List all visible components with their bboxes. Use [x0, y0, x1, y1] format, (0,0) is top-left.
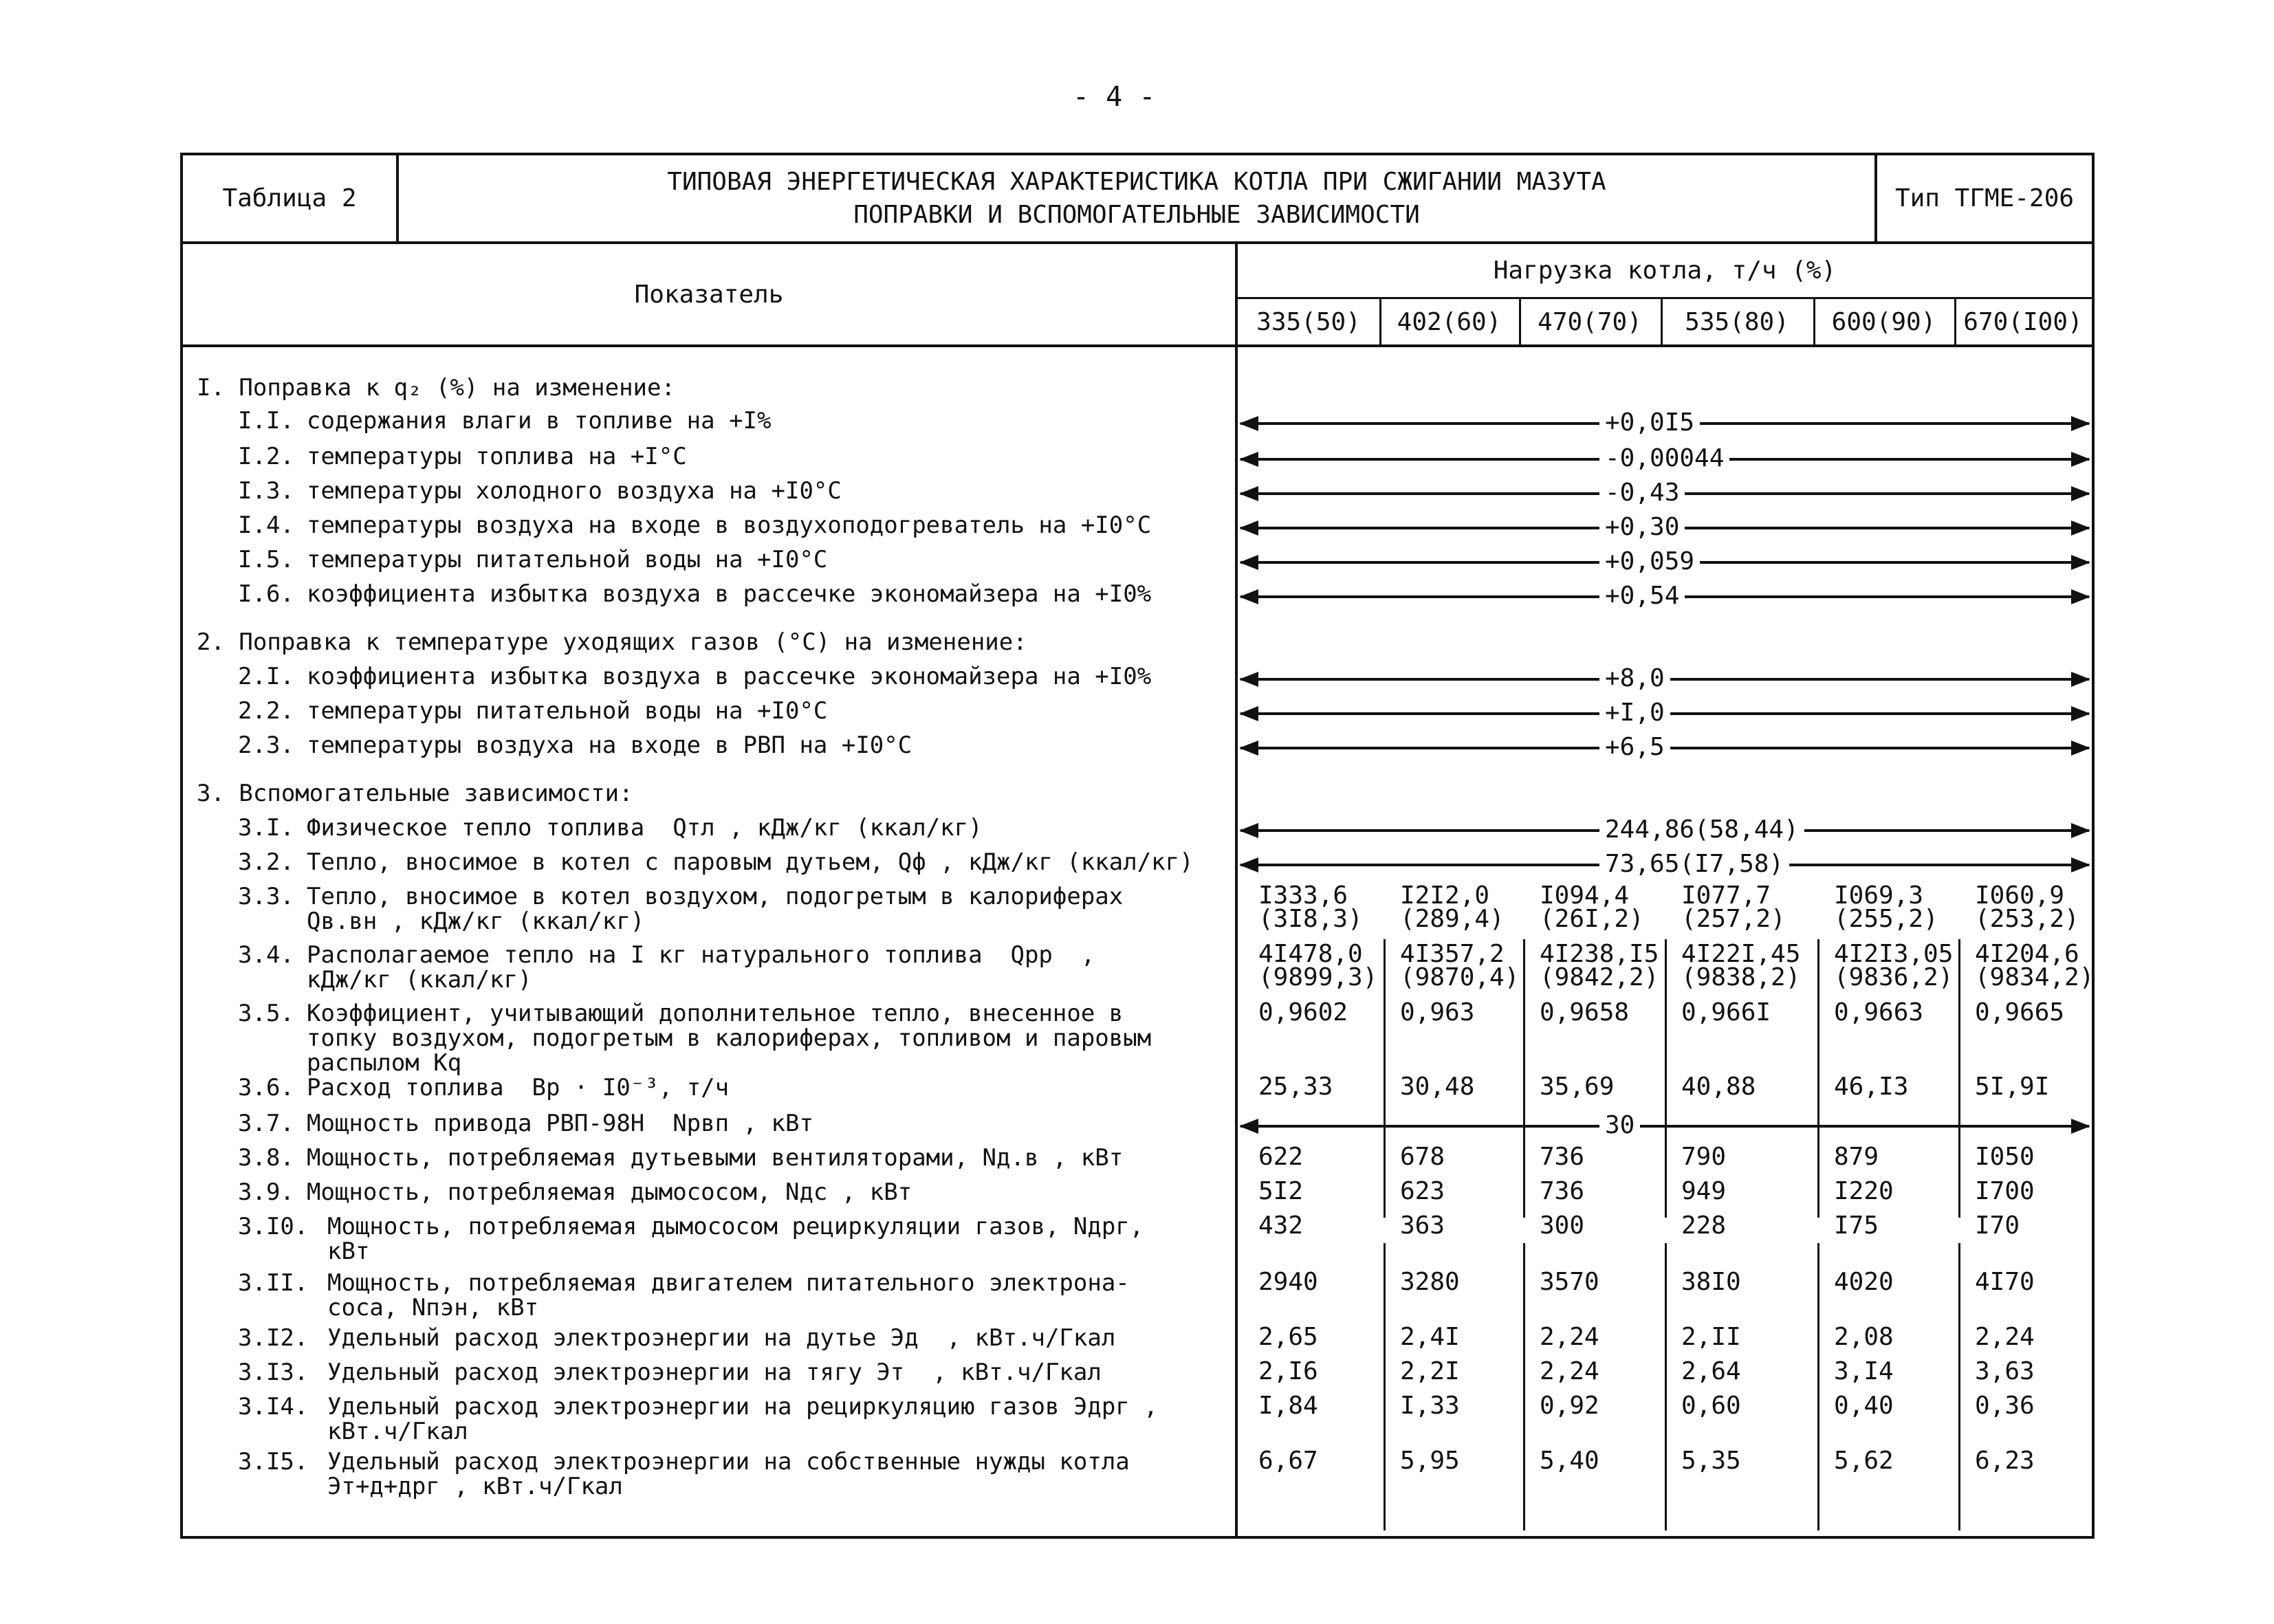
data-cell: 4I238,I5 (9842,2) [1540, 940, 1659, 991]
data-cell: 25,33 [1258, 1073, 1333, 1101]
row-label: Мощность, потребляемая дутьевыми вентиляторами, Nд.в , кВт [307, 1144, 1124, 1172]
row-label: коэффициента избытка воздуха в рассечке экономайзера на +I0% [307, 663, 1152, 690]
row-number: I.4. [238, 512, 294, 539]
data-cell: 790 [1681, 1143, 1727, 1171]
row-number: 3.6. [238, 1074, 294, 1101]
data-cell: 38I0 [1681, 1268, 1741, 1296]
indicator-header: Показатель [634, 280, 784, 309]
row-number: I.5. [238, 546, 294, 573]
data-cell: 4I70 [1975, 1268, 2035, 1296]
load-column-divider [1813, 299, 1815, 344]
load-column-divider [1954, 299, 1956, 344]
row-number: 3.I. [238, 814, 294, 842]
data-cell: 5,95 [1400, 1447, 1460, 1475]
row-number: 3.8. [238, 1144, 294, 1172]
data-cell: 3,63 [1975, 1357, 2035, 1385]
data-cell: 2,II [1681, 1323, 1741, 1351]
data-cell: I333,6 (3I8,3) [1258, 881, 1363, 933]
data-cell: 2,24 [1975, 1323, 2035, 1351]
load-column-divider [1661, 299, 1663, 344]
data-cell: 46,I3 [1834, 1073, 1909, 1101]
section-heading: I. Поправка к q₂ (%) на изменение: [197, 374, 675, 402]
data-cell: 4I478,0 (9899,3) [1258, 940, 1378, 991]
value-column-divider [1384, 1243, 1386, 1530]
span-value: 73,65(I7,58) [1599, 850, 1789, 878]
row-number: 3.4. [238, 941, 294, 969]
boiler-type: Тип ТГМЕ-206 [1894, 184, 2075, 212]
page-number: - 4 - [1073, 81, 1156, 113]
data-cell: 0,40 [1834, 1392, 1894, 1420]
data-cell: I,84 [1258, 1392, 1318, 1420]
span-value: +6,5 [1599, 733, 1670, 761]
row-label: коэффициента избытка воздуха в рассечке экономайзера на +I0% [307, 580, 1152, 608]
row-label: Мощность, потребляемая дымососом рециркуляции газов, Nдрг, кВт [327, 1213, 1144, 1265]
row-number: 3.II. [238, 1269, 309, 1297]
data-cell: 432 [1258, 1211, 1304, 1240]
table-title-line-1: ТИПОВАЯ ЭНЕРГЕТИЧЕСКАЯ ХАРАКТЕРИСТИКА КОТЛА ПРИ СЖИГАНИИ МАЗУТА [667, 167, 1606, 196]
row-label: Удельный расход электроэнергии на собственные нужды котла Эт+д+дрг , кВт.ч/Гкал [327, 1448, 1130, 1500]
data-cell: 0,9658 [1540, 998, 1630, 1027]
value-column-divider [1665, 1243, 1667, 1530]
span-value: 244,86(58,44) [1599, 815, 1804, 844]
row-number: 3.2. [238, 848, 294, 876]
load-column-header: 470(70) [1538, 307, 1642, 336]
span-value: +0,0I5 [1599, 408, 1700, 437]
row-number: 3.7. [238, 1110, 294, 1137]
data-cell: 879 [1834, 1143, 1879, 1171]
data-cell: 5,40 [1540, 1447, 1599, 1475]
row-label: Удельный расход электроэнергии на дутье Эд , кВт.ч/Гкал [327, 1324, 1116, 1352]
load-column-header: 335(50) [1256, 307, 1361, 336]
data-cell: 6,67 [1258, 1447, 1318, 1475]
data-cell: 2,64 [1681, 1357, 1741, 1385]
row-number: 3.3. [238, 883, 294, 910]
value-column-divider [1817, 939, 1819, 1218]
row-number: 3.9. [238, 1178, 294, 1206]
span-value: +0,059 [1599, 547, 1700, 575]
data-cell: 4I22I,45 (9838,2) [1681, 940, 1801, 991]
row-label: Удельный расход электроэнергии на рециркуляцию газов Эдрг , кВт.ч/Гкал [327, 1393, 1158, 1445]
span-value: -0,00044 [1599, 444, 1729, 472]
value-column-divider [1384, 939, 1386, 1218]
row-label: Расход топлива Bр · I0⁻³, т/ч [307, 1074, 730, 1101]
data-cell: 5I,9I [1975, 1073, 2050, 1101]
data-cell: 2,4I [1400, 1323, 1460, 1351]
data-cell: I050 [1975, 1143, 2035, 1171]
row-number: I.I. [238, 407, 294, 435]
data-cell: 0,963 [1400, 998, 1475, 1027]
span-value: +8,0 [1599, 664, 1670, 692]
value-column-divider [1958, 1243, 1960, 1530]
table-title [399, 155, 1874, 241]
data-cell: 4I204,6 (9834,2) [1975, 940, 2095, 991]
span-value: +I,0 [1599, 699, 1670, 727]
section-heading: 3. Вспомогательные зависимости: [197, 780, 633, 807]
data-cell: 736 [1540, 1143, 1585, 1171]
row-label: температуры воздуха на входе в РВП на +I0°С [307, 732, 912, 759]
data-cell: 2940 [1258, 1268, 1318, 1296]
row-label: температуры воздуха на входе в воздухоподогреватель на +I0°С [307, 512, 1152, 539]
data-cell: 3280 [1400, 1268, 1460, 1296]
data-cell: 0,966I [1681, 998, 1771, 1027]
row-label: Коэффициент, учитывающий дополнительное тепло, внесенное в топку воздухом, подогретым в калориферах, топливом и паровым распылом Kq [307, 1000, 1152, 1077]
row-label: температуры питательной воды на +I0°С [307, 546, 828, 573]
row-label: Тепло, вносимое в котел с паровым дутьем, Qф , кДж/кг (ккал/кг) [307, 848, 1194, 876]
span-value: +0,30 [1599, 513, 1685, 541]
row-number: 3.5. [238, 1000, 294, 1027]
data-cell: I700 [1975, 1177, 2035, 1205]
row-number: 3.I3. [238, 1359, 309, 1386]
row-number: I.2. [238, 443, 294, 470]
data-cell: 623 [1400, 1177, 1445, 1205]
load-column-divider [1379, 299, 1381, 344]
data-cell: 2,2I [1400, 1357, 1460, 1385]
data-cell: 2,65 [1258, 1323, 1318, 1351]
row-label: Мощность, потребляемая двигателем питательного электрона- соса, Nпэн, кВт [327, 1269, 1130, 1321]
data-cell: 5,62 [1834, 1447, 1894, 1475]
row-label: Тепло, вносимое в котел воздухом, подогретым в калориферах Qв.вн , кДж/кг (ккал/кг) [307, 883, 1124, 935]
row-label: Мощность привода РВП-98Н Nрвп , кВт [307, 1110, 813, 1137]
row-label: Удельный расход электроэнергии на тягу Эт , кВт.ч/Гкал [327, 1359, 1102, 1386]
data-cell: 622 [1258, 1143, 1304, 1171]
data-cell: 4020 [1834, 1268, 1894, 1296]
row-number: 2.I. [238, 663, 294, 690]
data-cell: 0,92 [1540, 1392, 1599, 1420]
row-label: температуры холодного воздуха на +I0°С [307, 477, 842, 505]
load-column-header: 535(80) [1685, 307, 1789, 336]
data-cell: I077,7 (257,2) [1681, 881, 1786, 933]
load-column-divider [1519, 299, 1521, 344]
data-cell: 300 [1540, 1211, 1585, 1240]
data-cell: 3570 [1540, 1268, 1599, 1296]
span-value: +0,54 [1599, 582, 1685, 610]
value-column-divider [1523, 1243, 1525, 1530]
data-cell: I094,4 (26I,2) [1540, 881, 1644, 933]
load-header: Нагрузка котла, т/ч (%) [1493, 256, 1837, 285]
row-number: I.3. [238, 477, 294, 505]
value-column-divider [1958, 939, 1960, 1218]
span-value: 30 [1599, 1111, 1640, 1139]
columns-divider [183, 344, 2092, 347]
table-title-line-2: ПОПРАВКИ И ВСПОМОГАТЕЛЬНЫЕ ЗАВИСИМОСТИ [853, 200, 1420, 229]
load-column-header: 670(I00) [1963, 307, 2083, 336]
table-label: Таблица 2 [222, 184, 357, 212]
data-cell: 4I2I3,05 (9836,2) [1834, 940, 1954, 991]
row-number: I.6. [238, 580, 294, 608]
row-number: 3.I4. [238, 1393, 309, 1420]
data-cell: 2,08 [1834, 1323, 1894, 1351]
data-cell: 4I357,2 (9870,4) [1400, 940, 1520, 991]
data-cell: 0,9663 [1834, 998, 1924, 1027]
row-number: 3.I0. [238, 1213, 309, 1240]
data-cell: 0,9602 [1258, 998, 1348, 1027]
load-column-header: 402(60) [1397, 307, 1502, 336]
row-number: 3.I5. [238, 1448, 309, 1475]
data-cell: I70 [1975, 1211, 2020, 1240]
data-cell: 228 [1681, 1211, 1727, 1240]
data-cell: I,33 [1400, 1392, 1460, 1420]
value-column-divider [1523, 939, 1525, 1218]
data-cell: I75 [1834, 1211, 1879, 1240]
data-cell: I220 [1834, 1177, 1894, 1205]
data-cell: I060,9 (253,2) [1975, 881, 2079, 933]
data-cell: 40,88 [1681, 1073, 1756, 1101]
row-number: 2.3. [238, 732, 294, 759]
data-cell: 35,69 [1540, 1073, 1615, 1101]
data-cell: 30,48 [1400, 1073, 1475, 1101]
row-label: температуры топлива на +I°С [307, 443, 687, 470]
data-cell: 949 [1681, 1177, 1727, 1205]
data-cell: I069,3 (255,2) [1834, 881, 1938, 933]
section-heading: 2. Поправка к температуре уходящих газов (°С) на изменение: [197, 628, 1027, 656]
row-label: Мощность, потребляемая дымососом, Nдс , кВт [307, 1178, 912, 1206]
data-cell: 0,9665 [1975, 998, 2065, 1027]
value-column-divider [1817, 1243, 1819, 1530]
data-cell: 3,I4 [1834, 1357, 1894, 1385]
data-cell: 0,60 [1681, 1392, 1741, 1420]
data-cell: 736 [1540, 1177, 1585, 1205]
row-label: содержания влаги в топливе на +I% [307, 407, 772, 435]
row-number: 2.2. [238, 697, 294, 725]
data-cell: 0,36 [1975, 1392, 2035, 1420]
data-cell: 6,23 [1975, 1447, 2035, 1475]
row-label: Располагаемое тепло на I кг натурального топлива Qрр , кДж/кг (ккал/кг) [307, 941, 1095, 994]
data-cell: 2,24 [1540, 1323, 1599, 1351]
data-cell: I2I2,0 (289,4) [1400, 881, 1505, 933]
row-number: 3.I2. [238, 1324, 309, 1352]
data-table [180, 153, 2095, 1539]
row-label: температуры питательной воды на +I0°С [307, 697, 828, 725]
data-cell: 5I2 [1258, 1177, 1304, 1205]
value-column-divider [1665, 939, 1667, 1218]
data-cell: 363 [1400, 1211, 1445, 1240]
row-label: Физическое тепло топлива Qтл , кДж/кг (ккал/кг) [307, 814, 983, 842]
data-cell: 2,I6 [1258, 1357, 1318, 1385]
data-cell: 2,24 [1540, 1357, 1599, 1385]
data-cell: 678 [1400, 1143, 1445, 1171]
load-column-header: 600(90) [1831, 307, 1936, 336]
data-cell: 5,35 [1681, 1447, 1741, 1475]
span-value: -0,43 [1599, 479, 1685, 507]
